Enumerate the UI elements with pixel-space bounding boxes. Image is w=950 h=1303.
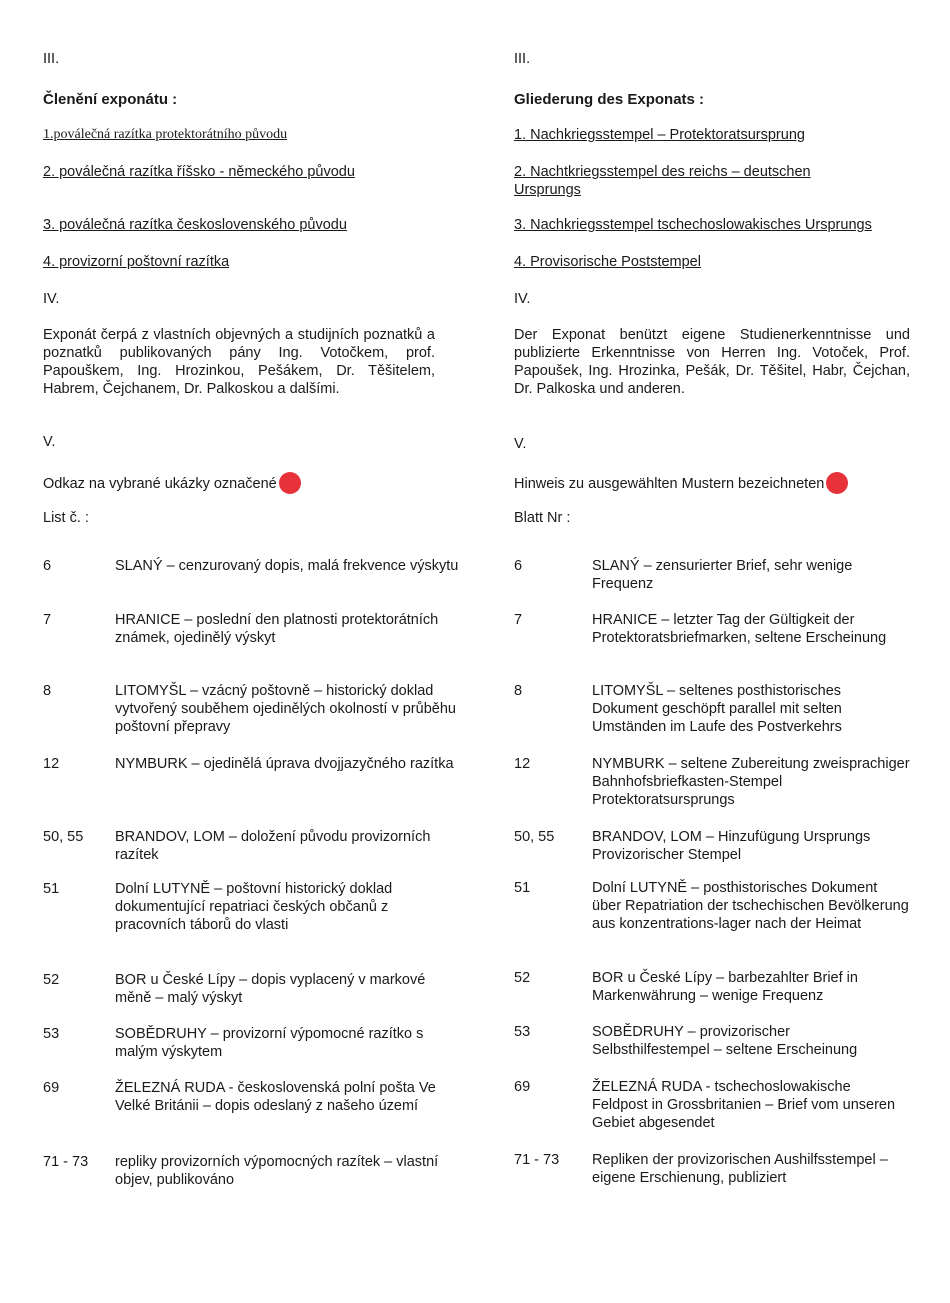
sheet-number: 69: [43, 1080, 60, 1096]
outline-item-3: 3. poválečná razítka československého původu: [43, 217, 347, 233]
reference-text: Odkaz na vybrané ukázky označené: [43, 476, 277, 492]
sheet-number: 69: [514, 1079, 531, 1095]
entry-text: Dolní LUTYNĚ – poštovní historický doklad dokumentující repatriaci českých občanů z pracovních táborů do vlasti: [115, 881, 393, 933]
sheet-number: 52: [43, 972, 60, 988]
entry-text: BOR u České Lípy – barbezahlter Brief in Markenwährung – wenige Frequenz: [592, 970, 858, 1004]
sources-paragraph: Der Exponat benützt eigene Studienerkenntnisse und publizierte Erkenntnisse von Herren Ing. Votoček, Prof. Papoušek, Ing. Hrozinka, Pešák, Dr. Těšitel, Habr, Čejchan, Dr. Palkoska und anderen.: [514, 327, 910, 397]
entry-text: ŽELEZNÁ RUDA - československá polní pošta Ve Velké Británii – dopis odeslaný z našeho území: [115, 1080, 436, 1114]
sheet-number: 12: [514, 756, 531, 772]
outline-item-2: 2. poválečná razítka říšsko - německého původu: [43, 164, 355, 180]
outline-item-4: 4. provizorní poštovní razítka: [43, 254, 230, 270]
red-dot-marker-icon: [279, 472, 301, 494]
section-5-heading: V.: [43, 434, 56, 450]
section-4-heading: IV.: [514, 291, 531, 307]
sheet-number-label: Blatt Nr :: [514, 510, 571, 526]
reference-line: [43, 472, 463, 494]
sheet-number: 71 - 73: [43, 1154, 89, 1170]
entry-text: BRANDOV, LOM – Hinzufügung Ursprungs Provizorischer Stempel: [592, 829, 871, 863]
entry-text: repliky provizorních výpomocných razítek – vlastní objev, publikováno: [115, 1154, 439, 1188]
entry-text: Repliken der provizorischen Aushilfsstempel – eigene Erschienung, publiziert: [592, 1152, 888, 1186]
section-title: Členění exponátu :: [43, 91, 178, 108]
section-3-heading: III.: [43, 51, 60, 67]
entry-text: HRANICE – poslední den platnosti protektorátních známek, ojedinělý výskyt: [115, 612, 439, 646]
outline-item-3: 3. Nachkriegsstempel tschechoslowakisches Ursprungs: [514, 217, 872, 233]
outline-item-4: 4. Provisorische Poststempel: [514, 254, 701, 270]
entry-text: ŽELEZNÁ RUDA - tschechoslowakische Feldpost in Grossbritanien – Brief vom unseren Gebiet abgesendet: [592, 1079, 896, 1131]
section-3-heading: III.: [514, 51, 531, 67]
outline-item-1: 1.poválečná razítka protektorátního původu: [43, 127, 288, 142]
sheet-number: 71 - 73: [514, 1152, 560, 1168]
entry-text: SLANÝ – zensurierter Brief, sehr wenige Frequenz: [592, 558, 853, 592]
sheet-number: 53: [514, 1024, 531, 1040]
sources-paragraph: Exponát čerpá z vlastních objevných a studijních poznatků a poznatků publikovaných pány Ing. Votočkem, prof. Papouškem, Ing. Hrozinkou, Pešákem, Dr. Těšitelem, Habrem, Čejchanem, Dr. Palkoskou a dalšími.: [43, 327, 435, 397]
sheet-number: 6: [514, 558, 523, 574]
sheet-number: 12: [43, 756, 60, 772]
entry-text: HRANICE – letzter Tag der Gültigkeit der Protektoratsbriefmarken, seltene Erscheinung: [592, 612, 887, 646]
sheet-number: 50, 55: [43, 829, 84, 845]
entry-text: SOBĚDRUHY – provizorní výpomocné razítko s malým výskytem: [115, 1026, 424, 1060]
reference-text: Hinweis zu ausgewählten Mustern bezeichneten: [514, 476, 825, 492]
entry-text: BOR u České Lípy – dopis vyplacený v markové měně – malý výskyt: [115, 972, 426, 1006]
section-title: Gliederung des Exponats :: [514, 91, 705, 108]
section-4-heading: IV.: [43, 291, 60, 307]
outline-item-2: 2. Nachtkriegsstempel des reichs – deutschen Ursprungs: [514, 164, 811, 198]
red-dot-marker-icon: [826, 472, 848, 494]
outline-item-1: 1. Nachkriegsstempel – Protektoratsursprung: [514, 127, 805, 143]
sheet-number: 51: [514, 880, 531, 896]
sheet-number: 8: [514, 683, 523, 699]
entry-text: NYMBURK – ojedinělá úprava dvojjazyčného razítka: [115, 756, 454, 772]
entry-text: NYMBURK – seltene Zubereitung zweisprachiger Bahnhofsbriefkasten-Stempel Protektoratsursprungs: [592, 756, 910, 808]
sheet-number: 7: [514, 612, 523, 628]
sheet-number: 7: [43, 612, 52, 628]
sheet-number: 6: [43, 558, 52, 574]
sheet-number: 53: [43, 1026, 60, 1042]
sheet-number-label: List č. :: [43, 510, 89, 526]
entry-text: LITOMYŠL – seltenes posthistorisches Dokument geschöpft parallel mit selten Umständen im Laufe des Postverkehrs: [592, 683, 842, 735]
sheet-number: 8: [43, 683, 52, 699]
entry-text: BRANDOV, LOM – doložení původu provizorních razítek: [115, 829, 431, 863]
entry-text: SOBĚDRUHY – provizorischer Selbsthilfestempel – seltene Erscheinung: [592, 1024, 858, 1058]
sheet-number: 51: [43, 881, 60, 897]
sheet-number: 50, 55: [514, 829, 555, 845]
sheet-number: 52: [514, 970, 531, 986]
entry-text: Dolní LUTYNĚ – posthistorisches Dokument über Repatriation der tschechischen Bevölkerung aus konzentrations-lager nach der Heimat: [592, 880, 909, 932]
entry-text: LITOMYŠL – vzácný poštovně – historický doklad vytvořený souběhem ojedinělých okolností v průběhu poštovní přepravy: [115, 683, 456, 735]
section-5-heading: V.: [514, 436, 527, 452]
entry-text: SLANÝ – cenzurovaný dopis, malá frekvence výskytu: [115, 558, 459, 574]
reference-line: [514, 472, 910, 494]
